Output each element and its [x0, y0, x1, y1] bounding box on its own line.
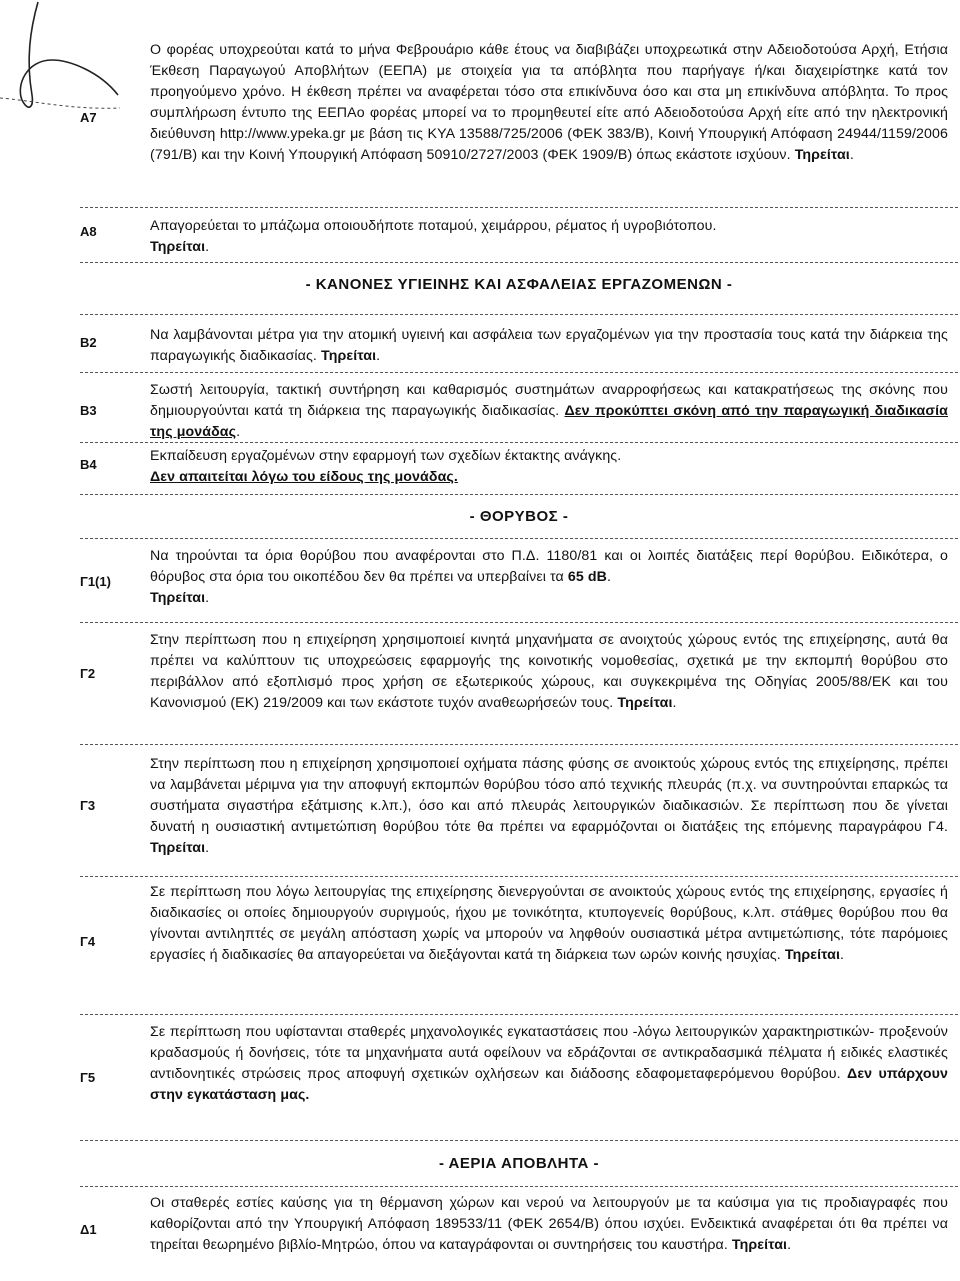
divider — [80, 494, 958, 495]
row-text-g4: Σε περίπτωση που λόγω λειτουργίας της επιχείρησης διενεργούνται σε ανοικτούς χώρους εντός της επιχείρησης, εργασίες ή διαδικασίες οι οποίες δημιουργούν συριγμούς, ήχου με τονικότητα, κτυπογενείς θορύβους, κ.λπ. στάθμες θορύβου που θα γίνονται αντιληπτές σε μεγάλη απόσταση χωρίς να μπορούν να ληφθούν ουσιαστικά μέτρα αντιμετώπισης, τότε παρόμοιες εργασίες ή διαδικασίες θα απαγορεύεται να διεξάγονται κατά τη διάρκεια των ωρών κοινής ησυχίας. Τηρείται. — [150, 884, 948, 963]
row-text-b3: Σωστή λειτουργία, τακτική συντήρηση και καθαρισμός συστημάτων αναρροφήσεως και κατακρατήσεως της σκόνης που δημιουργούνται κατά τη διάρκεια της παραγωγικής διαδικασίας. Δεν προκύπτει σκόνη από την παραγωγική διαδικασία της μονάδας. — [150, 382, 948, 440]
row-code-g1: Γ1(1) — [80, 574, 111, 589]
divider — [80, 372, 958, 373]
row-text-g1: Να τηρούνται τα όρια θορύβου που αναφέρονται στο Π.Δ. 1180/81 και οι λοιπές διατάξεις περί θορύβου. Ειδικότερα, ο θόρυβος στα όρια του οικοπέδου δεν θα πρέπει να υπερβαίνει τα 65 dB. Τηρείται. — [150, 548, 948, 606]
row-code-g5: Γ5 — [80, 1070, 96, 1085]
row-code-a8: Α8 — [80, 224, 97, 239]
divider — [80, 1140, 958, 1141]
row-text-a8: Απαγορεύεται το μπάζωμα οποιουδήποτε ποταμού, χειμάρρου, ρέματος ή υγροβιότοπου. Τηρείται. — [150, 218, 717, 255]
divider — [80, 442, 958, 443]
divider — [80, 1014, 958, 1015]
divider — [80, 876, 958, 877]
row-text-g5: Σε περίπτωση που υφίστανται σταθερές μηχανολογικές εγκαταστάσεις που -λόγω λειτουργικών χαρακτηριστικών- προξενούν κραδασμούς ή δονήσεις, τότε τα μηχανήματα αυτά οφείλουν να εδράζονται σε αντικραδασμικά πέλματα ή ειδικές ελαστικές αντιδονητικές στρώσεις προς αποφυγή σχετικών οχλήσεων και διάδοσης εδαφομεταφερόμενου θορύβου. Δεν υπάρχουν στην εγκατάσταση μας. — [150, 1024, 949, 1103]
row-text-g2: Στην περίπτωση που η επιχείρηση χρησιμοποιεί κινητά μηχανήματα σε ανοιχτούς χώρους εντός της επιχείρησης, αυτά θα πρέπει να καλύπτουν τις υποχρεώσεις εφαρμογής της κοινοτικής νομοθεσίας, σχετικά με την εκπομπή θορύβου στο περιβάλλον από εξοπλισμό προς χρήση σε εξωτερικούς χώρους, και συγκεκριμένα της Οδηγίας 2005/88/ΕΚ και του Κανονισμού (ΕΚ) 219/2009 και των εκάστοτε τυχόν αναθεωρήσεών τους. Τηρείται. — [150, 632, 948, 711]
divider — [80, 744, 958, 745]
row-text-d1: Οι σταθερές εστίες καύσης για τη θέρμανση χώρων και νερού να λειτουργούν με τα καύσιμα για τις προδιαγραφές που καθορίζονται από την Υπουργική Απόφαση 189533/11 (ΦΕΚ 2654/Β) όπου ισχύει. Ενδεικτικά αναφέρεται ότι θα πρέπει να τηρείται θεωρημένο βιβλίο-Μητρώο, όπου να καταγράφονται οι συντηρήσεις του καυστήρα. Τηρείται. — [150, 1195, 948, 1253]
divider — [80, 262, 958, 263]
row-code-g2: Γ2 — [80, 666, 96, 681]
row-text-b2: Να λαμβάνονται μέτρα για την ατομική υγιεινή και ασφάλεια των εργαζομένων για την προστασία τους κατά την διάρκεια της παραγωγικής διαδικασίας. Τηρείται. — [150, 327, 948, 364]
divider — [80, 207, 958, 208]
row-code-b2: Β2 — [80, 335, 97, 350]
divider — [80, 538, 958, 539]
divider — [80, 1186, 958, 1187]
row-code-d1: Δ1 — [80, 1222, 97, 1237]
divider — [80, 314, 958, 315]
row-text-a7: Ο φορέας υποχρεούται κατά το μήνα Φεβρουάριο κάθε έτους να διαβιβάζει υποχρεωτικά στην Αδειοδοτούσα Αρχή, Ετήσια Έκθεση Παραγωγού Αποβλήτων (ΕΕΠΑ) με στοιχεία για τα απόβλητα που παρήγαγε ή/και διαχειρίστηκε κατά τον προηγούμενο χρόνο. Η έκθεση πρέπει να αναφέρεται τόσο στα επικίνδυνα όσο και στα μη επικίνδυνα απόβλητα. Το προς συμπλήρωση έντυπο της ΕΕΠΑο φορέας μπορεί να το προμηθευτεί είτε από Αδειοδοτούσα Αρχή είτε από την ηλεκτρονική διεύθυνση http://www.ypeka.gr με βάση τις ΚΥΑ 13588/725/2006 (ΦΕΚ 383/Β), Κοινή Υπουργική Απόφαση 24944/1159/2006 (791/Β) και την Κοινή Υπουργική Απόφαση 50910/2727/2003 (ΦΕΚ 1909/Β) όπως εκάστοτε ισχύουν. Τηρείται. — [150, 42, 948, 163]
section-heading-health-safety: - ΚΑΝΟΝΕΣ ΥΓΙΕΙΝΗΣ ΚΑΙ ΑΣΦΑΛΕΙΑΣ ΕΡΓΑΖΟΜΕΝΩΝ - — [305, 276, 733, 293]
section-heading-air-waste: - ΑΕΡΙΑ ΑΠΟΒΛΗΤΑ - — [438, 1155, 600, 1172]
row-text-b4: Εκπαίδευση εργαζομένων στην εφαρμογή των σχεδίων έκτακτης ανάγκης. Δεν απαιτείται λόγω του είδους της μονάδας. — [150, 448, 622, 485]
section-heading-noise: - ΘΟΡΥΒΟΣ - — [469, 508, 569, 525]
row-code-b3: Β3 — [80, 403, 97, 418]
row-code-b4: Β4 — [80, 457, 97, 472]
row-code-g3: Γ3 — [80, 798, 96, 813]
divider — [80, 622, 958, 623]
row-text-g3: Στην περίπτωση που η επιχείρηση χρησιμοποιεί οχήματα πάσης φύσης σε ανοικτούς χώρους εντός της επιχείρησης, πρέπει να λαμβάνεται μέριμνα για την αποφυγή εκπομπών θορύβου τόσο από τεχνικής πλευράς (π.χ. να συντηρούνται επαρκώς τα συστήματα σιγαστήρα εξάτμισης κ.λπ.), όσο και από πλευράς λειτουργικών διαδικασιών. Σε περίπτωση που δε γίνεται δυνατή η ουσιαστική αντιμετώπιση θορύβου τότε θα πρέπει να εφαρμόζονται οι διατάξεις της επόμενης παραγράφου Γ4. Τηρείται. — [150, 756, 948, 856]
row-code-a7: Α7 — [80, 110, 97, 125]
row-code-g4: Γ4 — [80, 934, 96, 949]
